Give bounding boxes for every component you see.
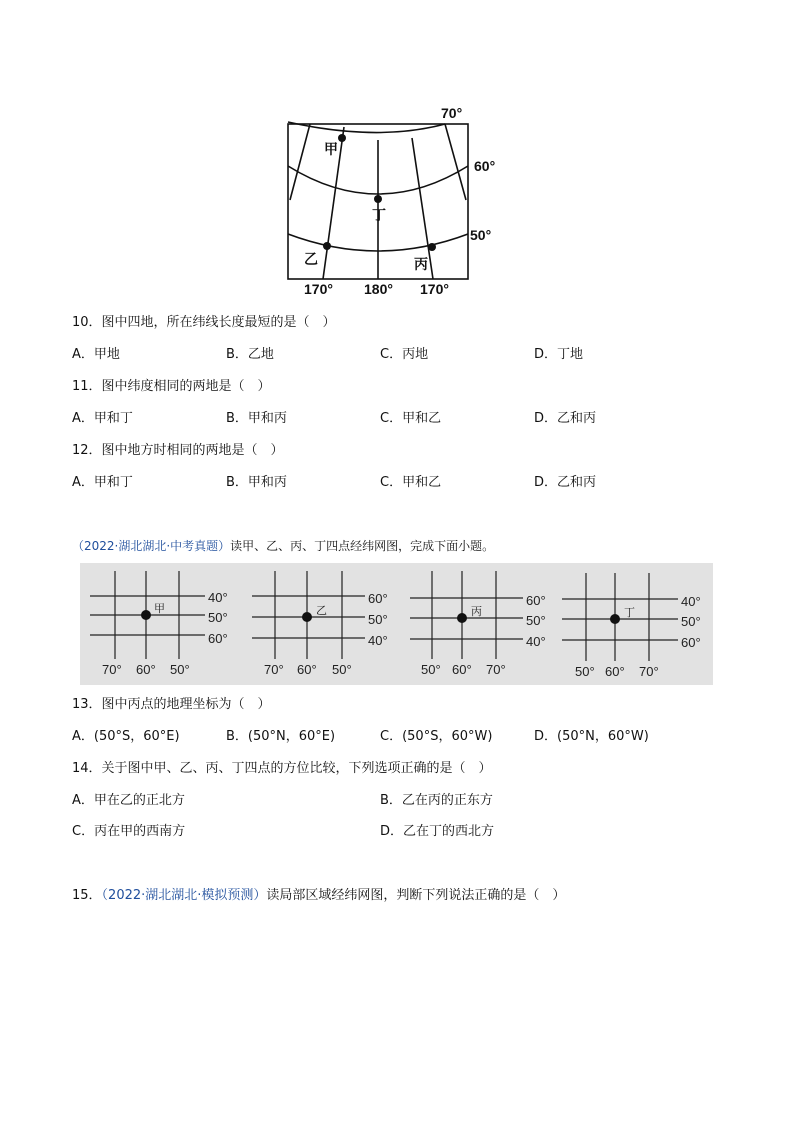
point-jia <box>338 134 346 142</box>
grid-ding-lon-2: 60° <box>605 664 625 679</box>
q11-option-a[interactable]: A．甲和丁 <box>72 411 133 426</box>
point-ding <box>374 195 382 203</box>
question-11-stem: 11．图中纬度相同的两地是（ ） <box>72 379 271 394</box>
lon-label-170-right: 170° <box>420 281 449 297</box>
grid-yi-lat-1: 60° <box>368 591 388 606</box>
grid-jia-lon-3: 50° <box>170 662 190 677</box>
grid-ding <box>562 573 678 661</box>
grid-bing-lon-2: 60° <box>452 662 472 677</box>
grid-point-yi <box>302 612 312 622</box>
lon-label-170-left: 170° <box>304 281 333 297</box>
grid-yi-lon-3: 50° <box>332 662 352 677</box>
question-15-number: 15． <box>72 888 102 903</box>
grid-point-jia <box>141 610 151 620</box>
grid-point-bing <box>457 613 467 623</box>
grid-ding-lon-1: 50° <box>575 664 595 679</box>
point-label-yi: 乙 <box>304 252 318 268</box>
grid-point-ding <box>610 614 620 624</box>
question-15-source: （2022·湖北湖北·模拟预测） <box>101 888 267 903</box>
grid-jia-lat-2: 50° <box>208 610 228 625</box>
grid-ding-lon-3: 70° <box>639 664 659 679</box>
q11-option-b[interactable]: B．甲和丙 <box>226 411 287 426</box>
group-intro-text: 读甲、乙、丙、丁四点经纬网图，完成下面小题。 <box>230 539 495 553</box>
grid-ding-lat-2: 50° <box>681 614 701 629</box>
grid-yi-lon-1: 70° <box>264 662 284 677</box>
grid-name-yi: 乙 <box>316 604 327 617</box>
point-label-bing: 丙 <box>414 257 428 273</box>
grid-jia-lon-1: 70° <box>102 662 122 677</box>
q14-option-a[interactable]: A．甲在乙的正北方 <box>72 793 185 808</box>
q11-option-d[interactable]: D．乙和丙 <box>534 411 597 426</box>
grid-yi-lat-3: 40° <box>368 633 388 648</box>
q10-option-a[interactable]: A．甲地 <box>72 347 120 362</box>
q14-option-b[interactable]: B．乙在丙的正东方 <box>380 793 493 808</box>
q13-option-a[interactable]: A．(50°S，60°E) <box>72 729 180 744</box>
q11-option-c[interactable]: C．甲和乙 <box>380 411 442 426</box>
grid-bing-lat-1: 60° <box>526 593 546 608</box>
grid-yi-lon-2: 60° <box>297 662 317 677</box>
q14-option-d[interactable]: D．乙在丁的西北方 <box>380 824 495 839</box>
grid-jia-lon-2: 60° <box>136 662 156 677</box>
meridian-outer-right <box>445 124 466 200</box>
question-15-text: 读局部区域经纬网图，判断下列说法正确的是（ ） <box>266 888 566 903</box>
q12-option-b[interactable]: B．甲和丙 <box>226 475 287 490</box>
grid-name-bing: 丙 <box>471 605 482 618</box>
group-intro <box>72 538 494 554</box>
question-12-stem: 12．图中地方时相同的两地是（ ） <box>72 443 284 458</box>
q13-option-d[interactable]: D．(50°N，60°W) <box>534 729 649 744</box>
grid-ding-lat-3: 60° <box>681 635 701 650</box>
grid-bing-lat-2: 50° <box>526 613 546 628</box>
grid-bing <box>410 571 523 659</box>
question-13-stem: 13．图中丙点的地理坐标为（ ） <box>72 697 271 712</box>
q13-option-c[interactable]: C．(50°S，60°W) <box>380 729 493 744</box>
q12-option-a[interactable]: A．甲和丁 <box>72 475 133 490</box>
q10-option-d[interactable]: D．丁地 <box>534 347 584 362</box>
grid-jia-lat-3: 60° <box>208 631 228 646</box>
grid-bing-lon-3: 70° <box>486 662 506 677</box>
lat-label-70: 70° <box>441 105 463 121</box>
grid-yi-lat-2: 50° <box>368 612 388 627</box>
grid-jia-lat-1: 40° <box>208 590 228 605</box>
lat-label-60: 60° <box>474 158 496 174</box>
lat-label-50: 50° <box>470 227 492 243</box>
grid-name-ding: 丁 <box>624 606 635 619</box>
question-14-stem: 14．关于图中甲、乙、丙、丁四点的方位比较，下列选项正确的是（ ） <box>72 761 492 776</box>
point-bing <box>428 243 436 251</box>
lon-label-180: 180° <box>364 281 393 297</box>
q10-option-b[interactable]: B．乙地 <box>226 347 274 362</box>
point-yi <box>323 242 331 250</box>
q10-option-c[interactable]: C．丙地 <box>380 347 429 362</box>
grid-bing-lon-1: 50° <box>421 662 441 677</box>
point-label-ding: 丁 <box>372 208 386 224</box>
figure-2-grids <box>80 563 713 685</box>
question-15-stem <box>72 888 565 904</box>
grid-yi <box>252 571 365 659</box>
group-intro-source: （2022·湖北湖北·中考真题） <box>72 539 231 553</box>
q14-option-c[interactable]: C．丙在甲的西南方 <box>72 824 186 839</box>
question-10-stem: 10．图中四地，所在纬线长度最短的是（ ） <box>72 315 336 330</box>
grid-bing-lat-3: 40° <box>526 634 546 649</box>
q12-option-d[interactable]: D．乙和丙 <box>534 475 597 490</box>
point-label-jia: 甲 <box>324 142 338 158</box>
grid-name-jia: 甲 <box>154 602 165 615</box>
meridian-outer-left <box>290 124 310 200</box>
grid-jia <box>90 571 205 659</box>
grid-ding-lat-1: 40° <box>681 594 701 609</box>
q13-option-b[interactable]: B．(50°N，60°E) <box>226 729 336 744</box>
q12-option-c[interactable]: C．甲和乙 <box>380 475 442 490</box>
